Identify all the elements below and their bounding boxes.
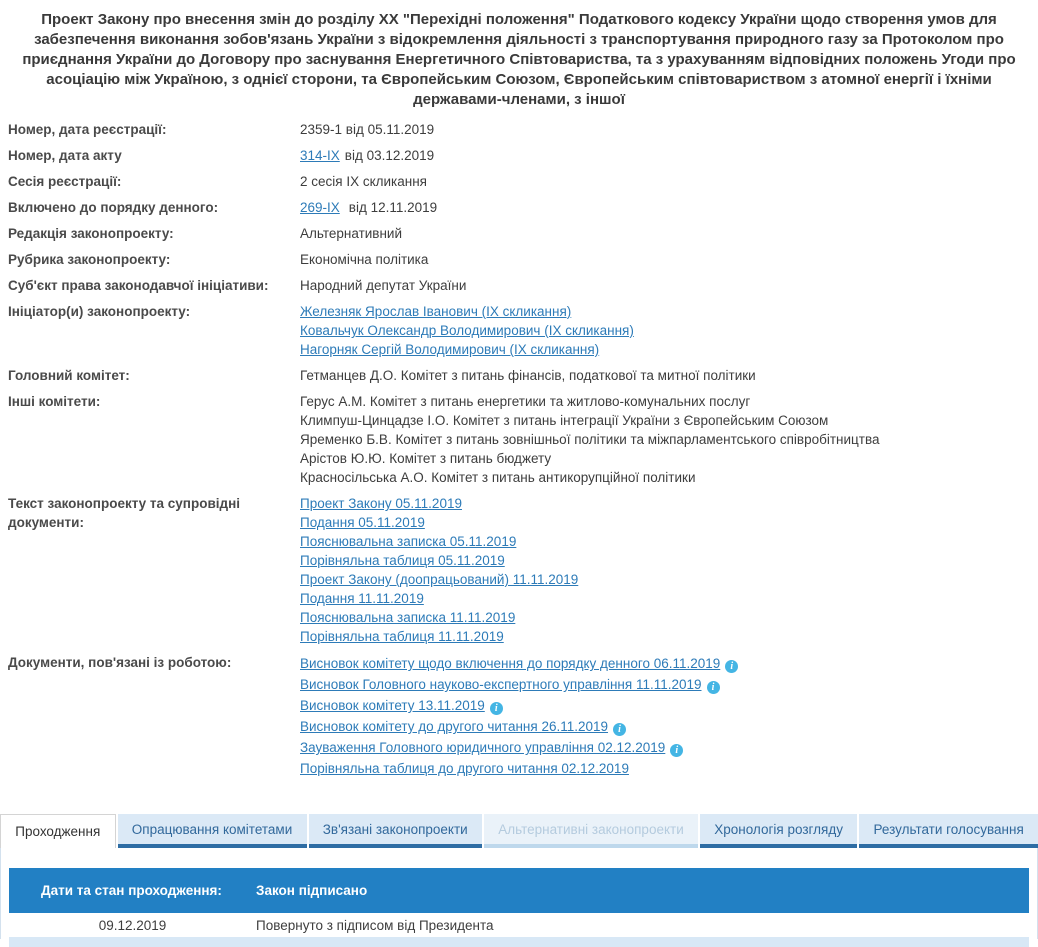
field-row-edition	[8, 224, 1030, 243]
tab-voting-results[interactable]: Результати голосування	[859, 814, 1038, 848]
tab-passage[interactable]: Проходження	[0, 814, 116, 848]
field-value	[300, 302, 1030, 359]
table-row	[9, 913, 1029, 937]
document-line	[300, 589, 1030, 608]
document-line	[300, 627, 1030, 646]
document-line	[300, 653, 1030, 674]
field-label: Ініціатор(и) законопроекту:	[8, 304, 191, 319]
agenda-date-text: від 12.11.2019	[348, 200, 438, 215]
document-line	[300, 716, 1030, 737]
field-label: Текст законопроекту та супровідні документи:	[8, 496, 240, 530]
field-row-initiators	[8, 302, 1030, 359]
document-link[interactable]: Пояснювальна записка 11.11.2019	[300, 610, 516, 625]
field-value: Гетманцев Д.О. Комітет з питань фінансів, податкової та митної політики	[300, 368, 756, 383]
document-link[interactable]: Порівняльна таблиця 05.11.2019	[300, 553, 505, 568]
status-table-header	[9, 868, 1029, 913]
initiator-line	[300, 302, 1030, 321]
document-line	[300, 737, 1030, 758]
document-link[interactable]: Зауваження Головного юридичного управління 02.12.2019	[300, 740, 666, 755]
committee-line: Арістов Ю.Ю. Комітет з питань бюджету	[300, 451, 552, 466]
field-label: Включено до порядку денного:	[8, 200, 219, 215]
committee-line: Яременко Б.В. Комітет з питань зовнішньої політики та міжпарламентського співробітництва	[300, 432, 880, 447]
agenda-number-link[interactable]: 269-IX	[300, 200, 340, 215]
field-row-agenda	[8, 198, 1030, 217]
tab-alternative-bills: Альтернативні законопроекти	[484, 814, 698, 848]
field-label: Номер, дата реєстрації:	[8, 122, 167, 137]
field-row-main-committee	[8, 366, 1030, 385]
field-value: 2 сесія IX скликання	[300, 174, 427, 189]
document-line	[300, 551, 1030, 570]
info-icon[interactable]: i	[725, 660, 738, 673]
document-link[interactable]: Висновок комітету до другого читання 26.11.2019	[300, 719, 609, 734]
document-link[interactable]: Пояснювальна записка 05.11.2019	[300, 534, 517, 549]
tab-panel-passage	[0, 848, 1038, 939]
field-label: Редакція законопроекту:	[8, 226, 174, 241]
document-line	[300, 758, 1030, 779]
field-row-subject	[8, 276, 1030, 295]
committee-line: Климпуш-Цинцадзе І.О. Комітет з питань інтеграції України з Європейським Союзом	[300, 413, 829, 428]
field-value: Економічна політика	[300, 252, 429, 267]
field-label: Документи, пов'язані із роботою:	[8, 655, 232, 670]
document-link[interactable]: Висновок Головного науково-експертного управління 11.11.2019	[300, 677, 702, 692]
page-title: Проект Закону про внесення змін до розділу XX "Перехідні положення" Податкового кодексу України щодо створення умов для забезпечення виконання зобов'язань України з відокремлення діяльності з транспортування природного газу за Протоколом про приєднання України до Договору про заснування Енергетичного Співтовариства, та з урахуванням відповідних положень Угоди про асоціацію між Україною, з однієї сторони, та Європейським Союзом, Європейським співтовариством з атомної енергії і їхніми державами-членами, з іншої	[22, 11, 1016, 108]
document-line	[300, 695, 1030, 716]
initiator-link[interactable]: Железняк Ярослав Іванович (IX скликання)	[300, 304, 572, 319]
document-link[interactable]: Подання 11.11.2019	[300, 591, 424, 606]
field-label: Головний комітет:	[8, 368, 130, 383]
initiator-line	[300, 321, 1030, 340]
info-icon[interactable]: i	[670, 744, 683, 757]
document-link[interactable]: Порівняльна таблиця до другого читання 02.12.2019	[300, 761, 629, 776]
field-value	[300, 146, 1030, 165]
field-row-other-committees	[8, 392, 1030, 487]
field-value	[300, 494, 1030, 646]
document-link[interactable]: Проект Закону 05.11.2019	[300, 496, 462, 511]
act-number-link[interactable]: 314-IX	[300, 148, 340, 163]
status-table	[9, 868, 1029, 947]
bill-info	[8, 120, 1030, 779]
initiator-link[interactable]: Нагорняк Сергій Володимирович (IX скликання)	[300, 342, 600, 357]
act-date-text: від 03.12.2019	[344, 148, 435, 163]
document-link[interactable]: Висновок комітету 13.11.2019	[300, 698, 485, 713]
tab-review-chronology[interactable]: Хронологія розгляду	[700, 814, 857, 848]
committee-line: Герус А.М. Комітет з питань енергетики та житлово-комунальних послуг	[300, 394, 751, 409]
tab-related-bills[interactable]: Зв'язані законопроекти	[309, 814, 482, 848]
document-line	[300, 570, 1030, 589]
field-row-bill-documents	[8, 494, 1030, 646]
tab-committee-processing[interactable]: Опрацювання комітетами	[118, 814, 307, 848]
field-value	[300, 198, 1030, 217]
column-header-status: Закон підписано	[256, 883, 368, 898]
field-label: Сесія реєстрації:	[8, 174, 122, 189]
column-header-dates: Дати та стан проходження:	[41, 883, 222, 898]
field-value: Альтернативний	[300, 226, 403, 241]
field-label: Рубрика законопроекту:	[8, 252, 171, 267]
field-row-session	[8, 172, 1030, 191]
document-link[interactable]: Проект Закону (доопрацьований) 11.11.2019	[300, 572, 579, 587]
field-value: 2359-1 від 05.11.2019	[300, 122, 435, 137]
status-date: 09.12.2019	[98, 918, 167, 933]
initiator-line	[300, 340, 1030, 359]
document-line	[300, 513, 1030, 532]
initiator-link[interactable]: Ковальчук Олександр Володимирович (IX скликання)	[300, 323, 634, 338]
document-line	[300, 608, 1030, 627]
field-row-rubric	[8, 250, 1030, 269]
document-link[interactable]: Подання 05.11.2019	[300, 515, 425, 530]
status-text: Повернуто з підписом від Президента	[256, 918, 494, 933]
field-row-act-number	[8, 146, 1030, 165]
field-row-reg-number	[8, 120, 1030, 139]
field-label: Суб'єкт права законодавчої ініціативи:	[8, 278, 269, 293]
document-line	[300, 674, 1030, 695]
table-row-partial	[9, 937, 1029, 947]
info-icon[interactable]: i	[613, 723, 626, 736]
info-icon[interactable]: i	[707, 681, 720, 694]
field-row-related-documents	[8, 653, 1030, 779]
field-label: Інші комітети:	[8, 394, 101, 409]
tab-bar	[0, 814, 1038, 848]
document-line	[300, 494, 1030, 513]
document-link[interactable]: Висновок комітету щодо включення до порядку денного 06.11.2019	[300, 656, 721, 671]
document-link[interactable]: Порівняльна таблиця 11.11.2019	[300, 629, 504, 644]
document-line	[300, 532, 1030, 551]
info-icon[interactable]: i	[490, 702, 503, 715]
field-value	[300, 392, 1030, 487]
field-value: Народний депутат України	[300, 278, 467, 293]
committee-line: Красносільська А.О. Комітет з питань антикорупційної політики	[300, 470, 696, 485]
field-value	[300, 653, 1030, 779]
field-label: Номер, дата акту	[8, 148, 122, 163]
